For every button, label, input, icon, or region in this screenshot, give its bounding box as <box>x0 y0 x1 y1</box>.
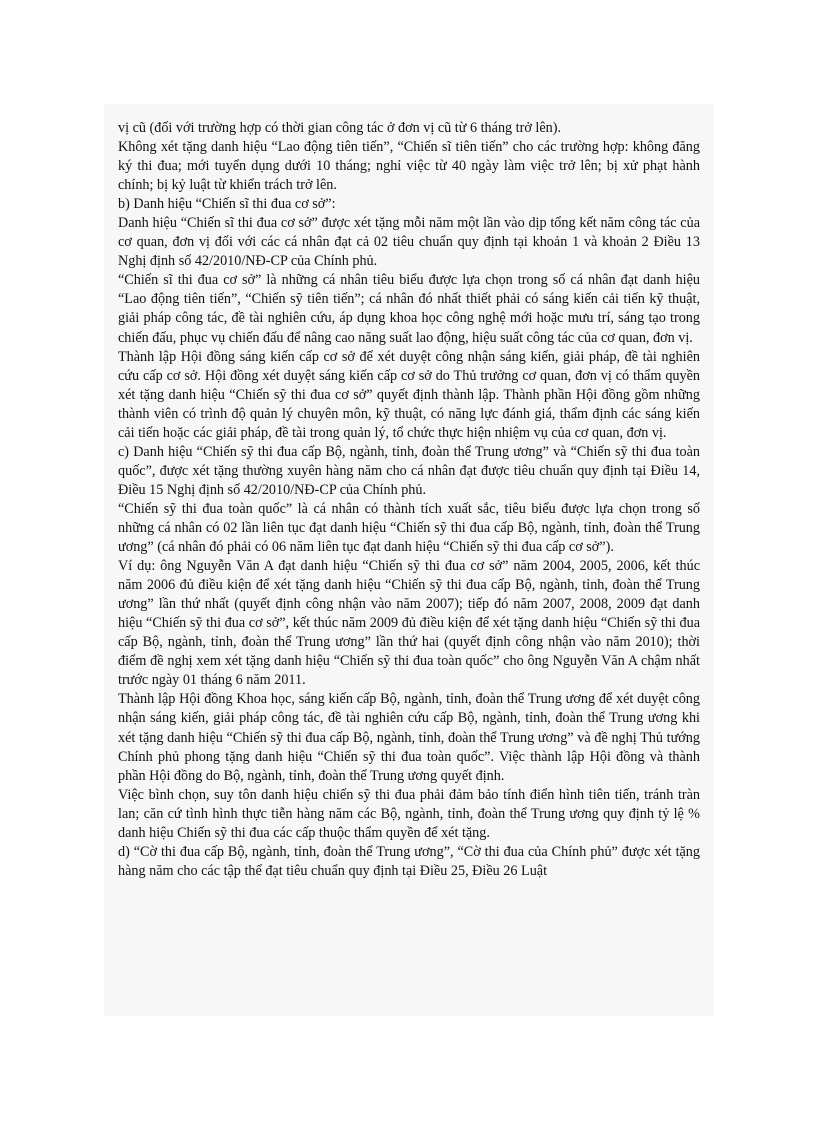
paragraph: d) “Cờ thi đua cấp Bộ, ngành, tỉnh, đoàn thể Trung ương”, “Cờ thi đua của Chính phủ” được xét tặng hàng năm cho các tập thể đạt tiêu chuẩn quy định tại Điều 25, Điều 26 Luật <box>118 843 700 879</box>
paragraph: vị cũ (đối với trường hợp có thời gian công tác ở đơn vị cũ từ 6 tháng trở lên). <box>118 120 561 136</box>
document-body <box>118 119 700 881</box>
section-heading: b) Danh hiệu “Chiến sĩ thi đua cơ sở”: <box>118 196 336 213</box>
paragraph: “Chiến sỹ thi đua toàn quốc” là cá nhân có thành tích xuất sắc, tiêu biểu được lựa chọn trong số những cá nhân có 02 lần liên tục đạt danh hiệu “Chiến sỹ thi đua cấp Bộ, ngành, tỉnh, đoàn thể Trung ương” (cá nhân đó phải có 06 năm liên tục đạt danh hiệu “Chiến sỹ thi đua cấp cơ sở”). <box>118 500 700 556</box>
paragraph: Danh hiệu “Chiến sĩ thi đua cơ sở” được xét tặng mỗi năm một lần vào dịp tổng kết năm công tác của cơ quan, đơn vị đối với các cá nhân đạt cả 02 tiêu chuẩn quy định tại khoản 1 và khoản 2 Điều 13 Nghị định số 42/2010/NĐ-CP của Chính phủ. <box>118 215 700 270</box>
paragraph: c) Danh hiệu “Chiến sỹ thi đua cấp Bộ, ngành, tỉnh, đoàn thể Trung ương” và “Chiến sỹ thi đua toàn quốc”, được xét tặng thường xuyên hàng năm cho cá nhân đạt được tiêu chuẩn quy định tại Điều 14, Điều 15 Nghị định số 42/2010/NĐ-CP của Chính phủ. <box>118 443 700 498</box>
paragraph: Thành lập Hội đồng Khoa học, sáng kiến cấp Bộ, ngành, tỉnh, đoàn thể Trung ương để xét duyệt công nhận sáng kiến, giải pháp công tác, đề tài nghiên cứu cấp Bộ, ngành, tỉnh, đoàn thể Trung ương khi xét tặng danh hiệu “Chiến sỹ thi đua cấp Bộ, ngành, tỉnh, đoàn thể Trung ương” và đề nghị Thủ tướng Chính phủ phong tặng danh hiệu “Chiến sỹ thi đua toàn quốc”. Việc thành lập Hội đồng và thành phần Hội đồng do Bộ, ngành, tỉnh, đoàn thể Trung ương quyết định. <box>118 691 700 784</box>
paragraph: Không xét tặng danh hiệu “Lao động tiên tiến”, “Chiến sĩ tiên tiến” cho các trường hợp: không đăng ký thi đua; mới tuyển dụng dưới 10 tháng; nghỉ việc từ 40 ngày làm việc trở lên; bị xử phạt hành chính; bị kỷ luật từ khiển trách trở lên. <box>118 139 700 194</box>
paragraph: Thành lập Hội đồng sáng kiến cấp cơ sở để xét duyệt công nhận sáng kiến, giải pháp, đề tài nghiên cứu cấp cơ sở. Hội đồng xét duyệt sáng kiến cấp cơ sở do Thủ trưởng cơ quan, đơn vị có thẩm quyền xét tặng danh hiệu “Chiến sỹ thi đua cơ sở” quyết định thành lập. Thành phần Hội đồng gồm những thành viên có trình độ quản lý chuyên môn, kỹ thuật, có năng lực đánh giá, thẩm định các sáng kiến cải tiến hoặc các giải pháp, đề tài trong quản lý, tổ chức thực hiện nhiệm vụ của cơ quan, đơn vị. <box>118 348 700 441</box>
paragraph: Việc bình chọn, suy tôn danh hiệu chiến sỹ thi đua phải đảm bảo tính điển hình tiên tiến, tránh tràn lan; căn cứ tình hình thực tiễn hàng năm các Bộ, ngành, tỉnh, đoàn thể Trung ương quy định tỷ lệ % danh hiệu Chiến sỹ thi đua các cấp thuộc thẩm quyền để xét tặng. <box>118 786 700 841</box>
example-paragraph: Ví dụ: ông Nguyễn Văn A đạt danh hiệu “Chiến sỹ thi đua cơ sở” năm 2004, 2005, 2006, kết thúc năm 2006 đủ điều kiện để xét tặng danh hiệu “Chiến sỹ thi đua cấp Bộ, ngành, tỉnh, đoàn thể Trung ương” lần thứ nhất (quyết định công nhận vào năm 2007); tiếp đó năm 2007, 2008, 2009 đạt danh hiệu “Chiến sỹ thi đua cơ sở”, kết thúc năm 2009 đủ điều kiện để xét tặng danh hiệu “Chiến sỹ thi đua cấp Bộ, ngành, tỉnh, đoàn thể Trung ương” lần thứ hai (quyết định công nhận vào năm 2010); thời điểm đề nghị xem xét tặng danh hiệu “Chiến sỹ thi đua toàn quốc” cho ông Nguyễn Văn A chậm nhất trước ngày 01 tháng 6 năm 2011. <box>118 558 700 689</box>
paragraph: “Chiến sĩ thi đua cơ sở” là những cá nhân tiêu biểu được lựa chọn trong số cá nhân đạt danh hiệu “Lao động tiên tiến”, “Chiến sỹ tiên tiến”; cá nhân đó nhất thiết phải có sáng kiến cải tiến kỹ thuật, giải pháp công tác, đề tài nghiên cứu, áp dụng khoa học công nghệ mới hoặc mưu trí, sáng tạo trong chiến đấu, phục vụ chiến đấu để nâng cao năng suất lao động, hiệu suất công tác của cơ quan, đơn vị. <box>118 272 700 346</box>
